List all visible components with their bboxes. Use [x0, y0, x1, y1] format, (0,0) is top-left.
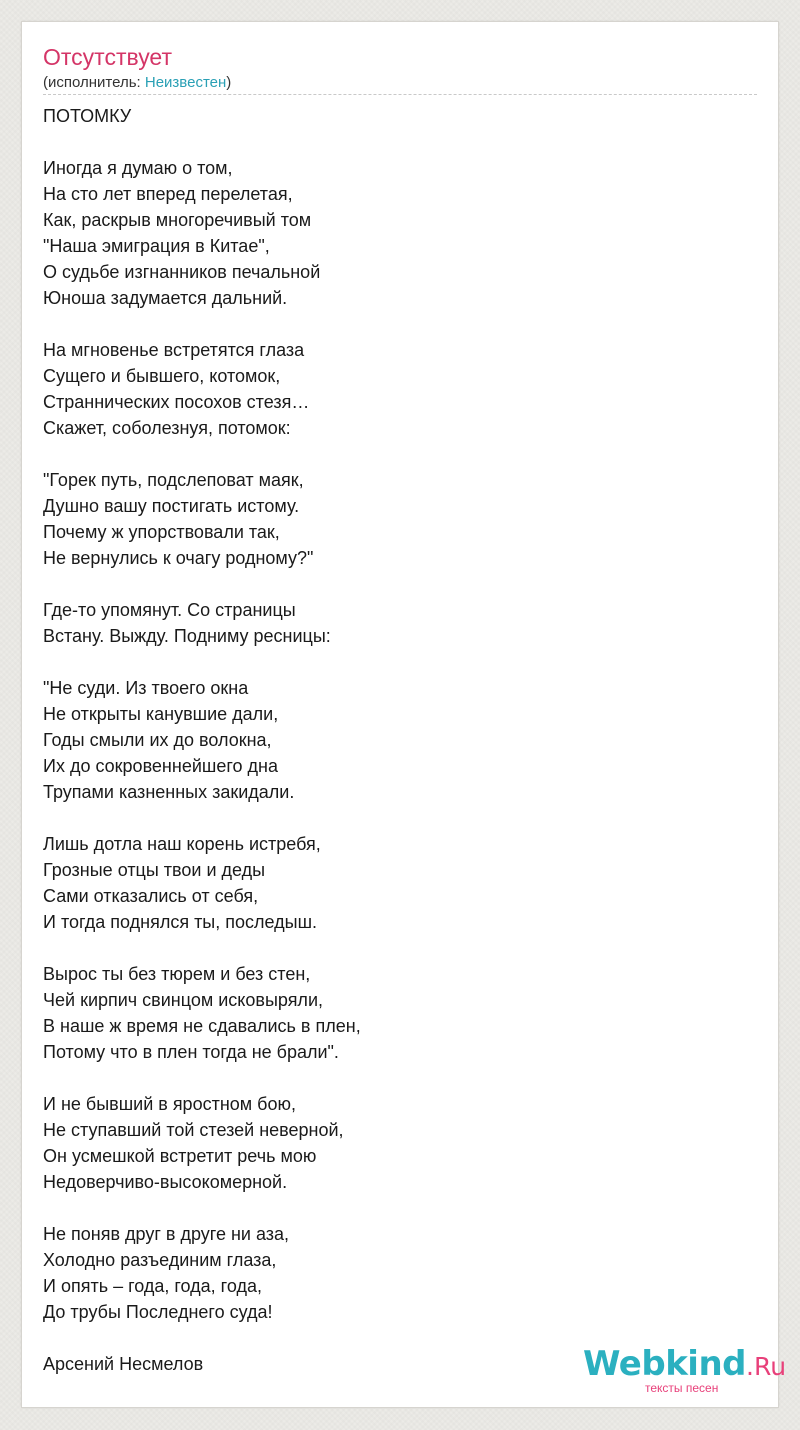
lyric-line: О судьбе изгнанников печальной [43, 262, 321, 282]
site-logo[interactable] [583, 1344, 787, 1400]
lyric-line: Душно вашу постигать истому. [43, 496, 300, 516]
lyric-line: Он усмешкой встретит речь мою [43, 1146, 317, 1166]
logo-tld: .Ru [746, 1352, 787, 1381]
stanza-break [43, 129, 743, 155]
lyric-line: Грозные отцы твои и деды [43, 860, 266, 880]
lyric-line: "Не суди. Из твоего окна [43, 678, 249, 698]
lyric-line: Вырос ты без тюрем и без стен, [43, 964, 311, 984]
header-divider [43, 94, 757, 95]
stanza-break [43, 935, 743, 961]
lyric-line: "Наша эмиграция в Китае", [43, 236, 270, 256]
lyric-line: Страннических посохов стезя… [43, 392, 310, 412]
lyric-line: Не поняв друг в друге ни аза, [43, 1224, 290, 1244]
lyric-line: Почему ж упорствовали так, [43, 522, 280, 542]
artist-line [43, 73, 231, 93]
lyrics-card [21, 21, 787, 1408]
artist-suffix: ) [226, 74, 232, 91]
lyrics-text [43, 103, 743, 1377]
lyric-line: В наше ж время не сдавались в плен, [43, 1016, 361, 1036]
lyric-line: Не открыты канувшие дали, [43, 704, 279, 724]
lyric-line: Арсений Несмелов [43, 1354, 204, 1374]
lyric-line: И не бывший в яростном бою, [43, 1094, 296, 1114]
logo-word: Webkind [583, 1344, 746, 1384]
lyric-line: Юноша задумается дальний. [43, 288, 288, 308]
lyric-line: Их до сокровеннейшего дна [43, 756, 278, 776]
lyric-line: Не ступавший той стезей неверной, [43, 1120, 344, 1140]
stanza-break [43, 1065, 743, 1091]
lyric-line: До трубы Последнего суда! [43, 1302, 273, 1322]
lyric-line: Встану. Выжду. Подниму ресницы: [43, 626, 331, 646]
lyric-line: И опять – года, года, года, [43, 1276, 262, 1296]
lyric-line: "Горек путь, подслеповат маяк, [43, 470, 304, 490]
poem-title: ПОТОМКУ [43, 106, 132, 126]
logo-tagline: тексты песен [645, 1381, 719, 1395]
stanza-break [43, 805, 743, 831]
lyric-line: Сущего и бывшего, котомок, [43, 366, 281, 386]
lyric-line: Недоверчиво-высокомерной. [43, 1172, 288, 1192]
lyric-line: Годы смыли их до волокна, [43, 730, 272, 750]
lyric-line: На мгновенье встретятся глаза [43, 340, 305, 360]
stanza-break [43, 649, 743, 675]
song-title: Отсутствует [43, 44, 172, 70]
lyric-line: Лишь дотла наш корень истребя, [43, 834, 321, 854]
lyric-line: Не вернулись к очагу родному?" [43, 548, 314, 568]
lyric-line: Где-то упомянут. Со страницы [43, 600, 296, 620]
stanza-break [43, 1195, 743, 1221]
lyric-line: Скажет, соболезнуя, потомок: [43, 418, 291, 438]
lyric-line: Холодно разъединим глаза, [43, 1250, 277, 1270]
stanza-break [43, 311, 743, 337]
stanza-break [43, 571, 743, 597]
stanza-break [43, 441, 743, 467]
lyric-line: Трупами казненных закидали. [43, 782, 295, 802]
lyric-line: И тогда поднялся ты, последыш. [43, 912, 318, 932]
lyric-line: Чей кирпич свинцом исковыряли, [43, 990, 323, 1010]
lyric-line: Иногда я думаю о том, [43, 158, 233, 178]
lyric-line: Как, раскрыв многоречивый том [43, 210, 312, 230]
lyric-line: На сто лет вперед перелетая, [43, 184, 293, 204]
lyric-line: Сами отказались от себя, [43, 886, 259, 906]
artist-link[interactable]: Неизвестен [144, 74, 227, 91]
lyric-line: Потому что в плен тогда не брали". [43, 1042, 339, 1062]
artist-prefix: (исполнитель: [43, 74, 145, 91]
